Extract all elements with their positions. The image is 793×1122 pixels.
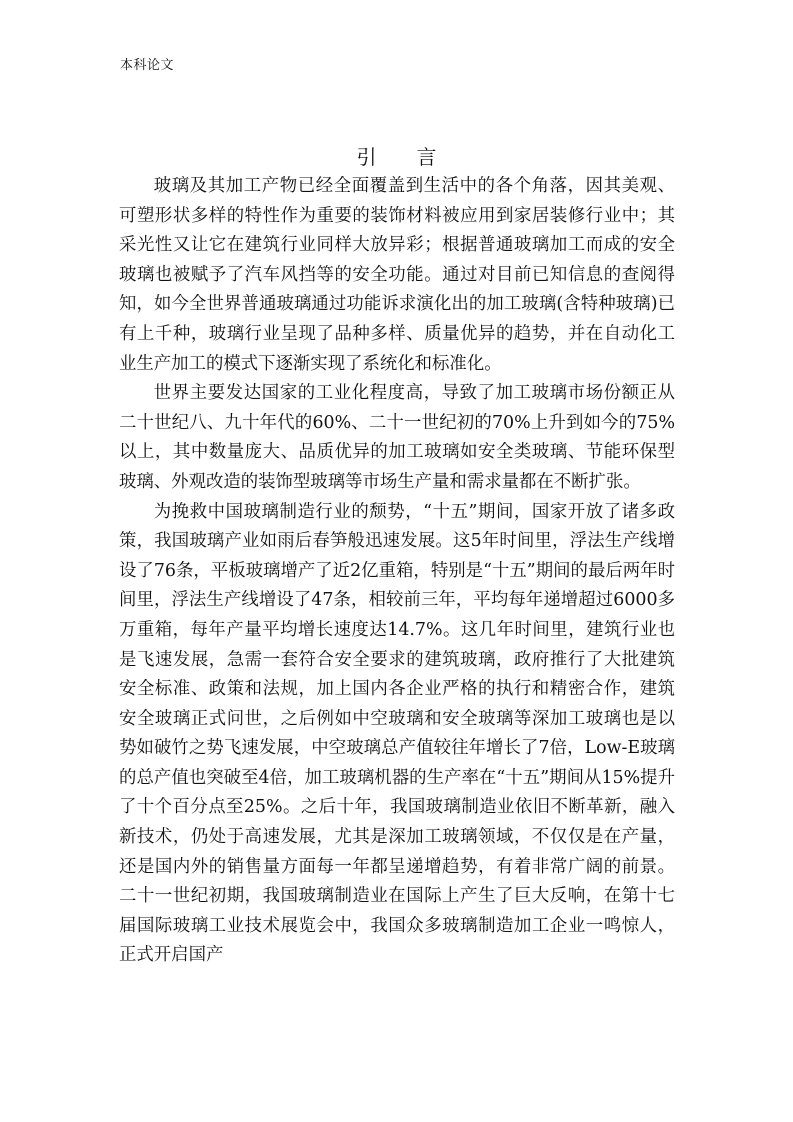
section-title: 引言 bbox=[356, 145, 477, 169]
running-header: 本科论文 bbox=[120, 58, 175, 73]
paragraph-3: 为挽救中国玻璃制造行业的颓势，“十五”期间，国家开放了诸多政策，我国玻璃产业如雨后春笋般迅速发展。这5年时间里，浮法生产线增设了76条，平板玻璃增产了近2亿重箱，特别是“十五”期间的最后两年时间里，浮法生产线增设了47条，相较前三年，平均每年递增超过6000多万重箱，每年产量平均增长速度达14.7%。这几年时间里，建筑行业也是飞速发展，急需一套符合安全要求的建筑玻璃，政府推行了大批建筑安全标准、政策和法规，加上国内各企业严格的执行和精密合作，建筑安全玻璃正式问世，之后例如中空玻璃和安全玻璃等深加工玻璃也是以势如破竹之势飞速发展，中空玻璃总产值较往年增长了7倍，Low-E玻璃的总产值也突破至4倍，加工玻璃机器的生产率在“十五”期间从15%提升了十个百分点至25%。之后十年，我国玻璃制造业依旧不断革新，融入新技术，仍处于高速发展，尤其是深加工玻璃领域，不仅仅是在产量，还是国内外的销售量方面每一年都呈递增趋势，有着非常广阔的前景。二十一世纪初期，我国玻璃制造业在国际上产生了巨大反响，在第十七届国际玻璃工业技术展览会中，我国众多玻璃制造加工企业一鸣惊人，正式开启国产 bbox=[119, 501, 675, 966]
paragraph-1: 玻璃及其加工产物已经全面覆盖到生活中的各个角落，因其美观、可塑形状多样的特性作为重要的装饰材料被应用到家居装修行业中；其采光性又让它在建筑行业同样大放异彩；根据普通玻璃加工而成的安全玻璃也被赋予了汽车风挡等的安全功能。通过对目前已知信息的查阅得知，如今全世界普通玻璃通过功能诉求演化出的加工玻璃(含特种玻璃)已有上千种，玻璃行业呈现了品种多样、质量优异的趋势，并在自动化工业生产加工的模式下逐渐实现了系统化和标准化。 bbox=[119, 176, 675, 374]
paragraph-2: 世界主要发达国家的工业化程度高，导致了加工玻璃市场份额正从二十世纪八、九十年代的60%、二十一世纪初的70%上升到如今的75%以上，其中数量庞大、品质优异的加工玻璃如安全类玻璃、节能环保型玻璃、外观改造的装饰型玻璃等市场生产量和需求量都在不断扩张。 bbox=[119, 383, 675, 492]
body-text bbox=[119, 172, 675, 971]
